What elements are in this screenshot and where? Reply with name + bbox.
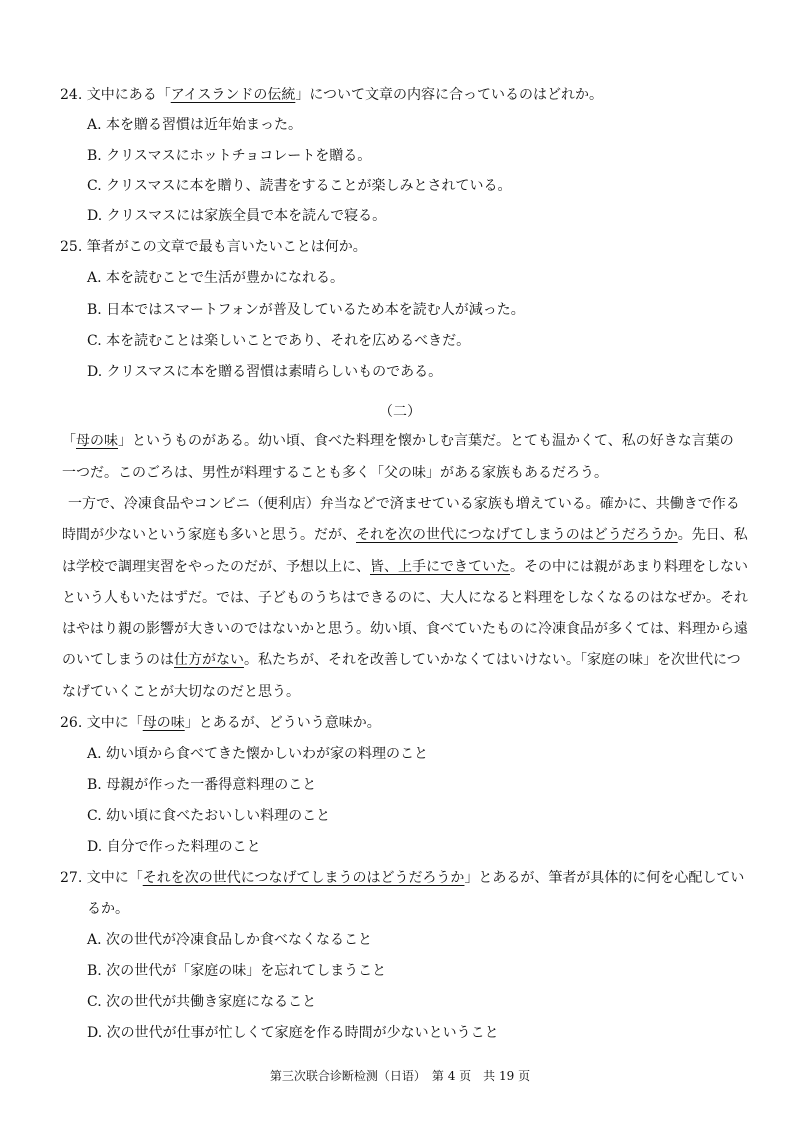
underlined-phrase: 皆、上手にできていた	[370, 559, 510, 575]
q27-option-c: C. 次の世代が共働き家庭になること	[87, 994, 317, 1010]
underlined-phrase: アイスランドの伝統	[170, 87, 296, 103]
underlined-phrase: 母の味	[142, 715, 185, 731]
underlined-phrase: 仕方がない	[174, 652, 244, 668]
q24-option-b: B. クリスマスにホットチョコレートを贈る。	[87, 148, 372, 164]
underlined-phrase: それを次の世代につなげてしまうのはどうだろうか	[356, 527, 678, 543]
question-27-stem: 27. 文中に「それを次の世代につなげてしまうのはどうだろうか」とあるが、筆者が具体的に何を心配してい	[60, 870, 745, 886]
q27-option-d: D. 次の世代が仕事が忙しくて家庭を作る時間が少ないということ	[87, 1025, 499, 1041]
question-24-stem: 24. 文中にある「アイスランドの伝統」について文章の内容に合っているのはどれか。	[60, 87, 604, 103]
q27-option-a: A. 次の世代が冷凍食品しか食べなくなること	[87, 932, 373, 948]
q25-option-a: A. 本を読むことで生活が豊かになれる。	[87, 270, 345, 286]
passage-line-2: 一つだ。このごろは、男性が料理することも多く「父の味」がある家族もあるだろう。	[62, 465, 608, 481]
q26-option-a: A. 幼い頃から食べてきた懐かしいわが家の料理のこと	[87, 746, 429, 762]
q26-option-b: B. 母親が作った一番得意料理のこと	[87, 777, 317, 793]
passage-line-7: はやはり親の影響が大きいのではないかと思う。幼い頃、食べていたものに冷凍食品が多くては、料理から遠	[62, 621, 748, 637]
passage-line-3: 一方で、冷凍食品やコンビニ（便利店）弁当などで済ませている家族も増えている。確かに、共働きで作る	[68, 496, 740, 512]
question-25-stem: 25. 筆者がこの文章で最も言いたいことは何か。	[60, 239, 367, 255]
passage-line-6: という人もいたはずだ。では、子どものうちはできるのに、大人になると料理をしなくなるのはなぜか。それ	[62, 590, 748, 606]
question-27-stem-continued: るか。	[87, 901, 129, 917]
q24-option-c: C. クリスマスに本を贈り、読書をすることが楽しみとされている。	[87, 178, 512, 194]
section-title: （二）	[379, 404, 421, 420]
passage-line-8: のいてしまうのは仕方がない。私たちが、それを改善していかなくてはいけない。「家庭の味」を次世代につ	[62, 652, 741, 668]
passage-line-4: 時間が少ないという家庭も多いと思う。だが、それを次の世代につなげてしまうのはどうだろうか。先日、私	[62, 527, 748, 543]
q25-option-d: D. クリスマスに本を贈る習慣は素晴らしいものである。	[87, 364, 443, 380]
q26-option-c: C. 幼い頃に食べたおいしい料理のこと	[87, 808, 331, 824]
q25-option-c: C. 本を読むことは楽しいことであり、それを広めるべきだ。	[87, 333, 471, 349]
q25-option-b: B. 日本ではスマートフォンが普及しているため本を読む人が減った。	[87, 302, 525, 318]
underlined-phrase: それを次の世代につなげてしまうのはどうだろうか	[142, 870, 465, 886]
passage-line-9: なげていくことが大切なのだと思う。	[62, 684, 300, 700]
q26-option-d: D. 自分で作った料理のこと	[87, 839, 261, 855]
passage-line-1: 「母の味」というものがある。幼い頃、食べた料理を懐かしむ言葉だ。とても温かくて、私の好きな言葉の	[62, 433, 734, 449]
q24-option-d: D. クリスマスには家族全員で本を読んで寝る。	[87, 208, 387, 224]
page-footer: 第三次联合诊断检测（日语） 第 4 页 共 19 页	[269, 1069, 531, 1083]
q27-option-b: B. 次の世代が「家庭の味」を忘れてしまうこと	[87, 963, 387, 979]
q24-option-a: A. 本を贈る習慣は近年始まった。	[87, 117, 303, 133]
underlined-phrase: 母の味	[76, 433, 118, 449]
question-26-stem: 26. 文中に「母の味」とあるが、どういう意味か。	[60, 715, 381, 731]
passage-line-5: は学校で調理実習をやったのだが、予想以上に、皆、上手にできていた。その中には親があまり料理をしない	[62, 559, 748, 575]
